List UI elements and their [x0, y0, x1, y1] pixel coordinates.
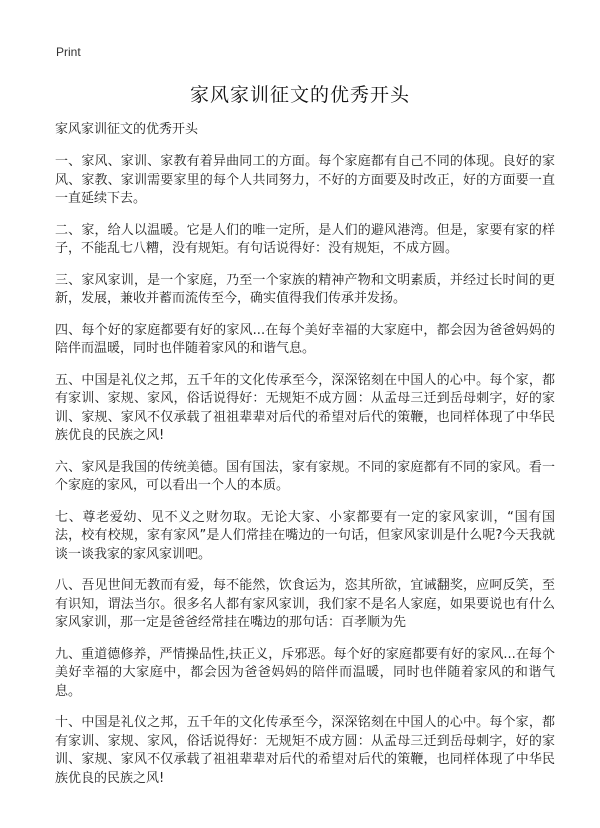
paragraph-3: 三、家风家训，是一个家庭，乃至一个家族的精神产物和文明素质，并经过长时间的更新，发展，兼收并蓄而流传至今，确实值得我们传承并发扬。 [55, 272, 555, 306]
paragraph-4: 四、每个好的家庭都要有好的家风...在每个美好幸福的大家庭中，都会因为爸爸妈妈的陪伴而温暖，同时也伴随着家风的和谐气息。 [55, 322, 555, 356]
paragraph-2: 二、家，给人以温暖。它是人们的唯一定所，是人们的避风港湾。但是，家要有家的样子，不能乱七八糟，没有规矩。有句话说得好：没有规矩，不成方圆。 [55, 222, 555, 256]
article-subtitle: 家风家训征文的优秀开头 [55, 122, 199, 137]
print-label[interactable]: Print [56, 45, 81, 59]
paragraph-10: 十、中国是礼仪之邦，五千年的文化传承至今，深深铭刻在中国人的心中。每个家，都有家训、家规、家风，俗话说得好：无规矩不成方圆：从孟母三迁到岳母刺字，好的家训、家规、家风不仅承载了祖祖辈辈对后代的希望对后代的策鞭，也同样体现了中华民族优良的民族之风! [55, 715, 555, 786]
paragraph-7: 七、尊老爱幼、见不义之财勿取。无论大家、小家都要有一定的家风家训，“国有国法，校有校规，家有家风”是人们常挂在嘴边的一句话，但家风家训是什么呢?今天我就谈一谈我家的家风家训吧。 [55, 509, 555, 562]
paragraph-6: 六、家风是我国的传统美德。国有国法，家有家规。不同的家庭都有不同的家风。看一个家庭的家风，可以看出一个人的本质。 [55, 459, 555, 493]
paragraph-9: 九、重道德修养，严情操品性,扶正义，斥邪恶。每个好的家庭都要有好的家风...在每个美好幸福的大家庭中，都会因为爸爸妈妈的陪伴而温暖，同时也伴随着家风的和谐气息。 [55, 646, 555, 699]
page-title: 家风家训征文的优秀开头 [189, 84, 410, 106]
paragraph-5: 五、中国是礼仪之邦，五千年的文化传承至今，深深铭刻在中国人的心中。每个家，都有家训、家规、家风，俗话说得好：无规矩不成方圆：从孟母三迁到岳母刺字，好的家训、家规、家风不仅承载了祖祖辈辈对后代的希望对后代的策鞭，也同样体现了中华民族优良的民族之风! [55, 372, 555, 443]
article-body [55, 121, 555, 801]
paragraph-1: 一、家风、家训、家教有着异曲同工的方面。每个家庭都有自己不同的体现。良好的家风、家教、家训需要家里的每个人共同努力，不好的方面要及时改正，好的方面要一直一直延续下去。 [55, 154, 555, 206]
paragraph-8: 八、吾见世间无教而有爱，每不能然，饮食运为，恣其所欲，宜诫翻奖，应呵反笑，至有识知，谓法当尔。很多名人都有家风家训，我们家不是名人家庭，如果要说也有什么家风家训，那一定是爸爸经常挂在嘴边的那句话：百孝顺为先 [55, 578, 555, 630]
